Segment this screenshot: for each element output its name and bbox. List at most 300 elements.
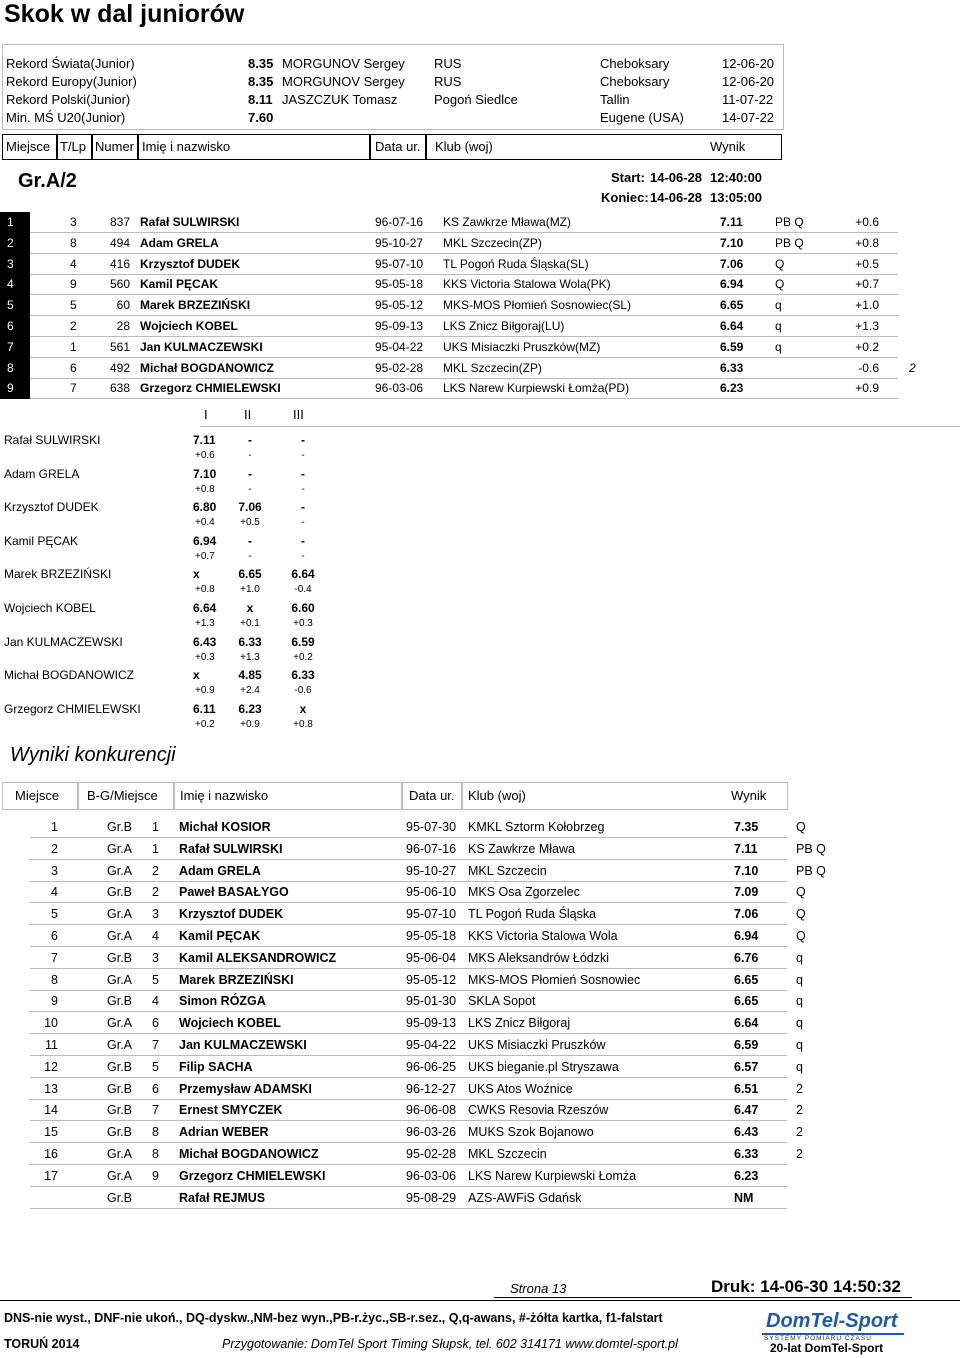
- final-result-row: [0, 1057, 960, 1078]
- attempt-athlete: Adam GRELA: [4, 466, 80, 481]
- row-result: 6.57: [734, 1059, 759, 1074]
- attempt-wind: +0.7: [195, 550, 215, 562]
- attempt-wind: +0.9: [195, 685, 215, 697]
- attempt-value: 6.43: [193, 634, 217, 649]
- record-place: Eugene (USA): [600, 110, 684, 125]
- record-date: 12-06-20: [722, 74, 775, 89]
- row-club: AZS-AWFiS Gdańsk: [468, 1190, 582, 1205]
- row-birth: 95-07-10: [375, 256, 424, 271]
- start-time: 12:40:00: [710, 170, 763, 185]
- row-extra: 2: [909, 360, 916, 375]
- row-birth: 95-06-04: [406, 950, 457, 965]
- row-place: 5: [0, 295, 30, 316]
- attempt-wind: -: [301, 550, 305, 562]
- attempt-wind: +0.5: [240, 517, 260, 529]
- record-value: 8.35: [248, 74, 274, 89]
- print-date: Druk: 14-06-30 14:50:32: [711, 1277, 901, 1296]
- row-birth: 96-03-06: [406, 1168, 457, 1183]
- row-place: 10: [44, 1016, 58, 1031]
- row-wind: +0.5: [855, 256, 879, 271]
- attempt-value: x: [193, 567, 200, 582]
- attempt-wind: -: [301, 483, 305, 495]
- row-place: 9: [51, 994, 58, 1009]
- attempt-wind: +1.3: [240, 651, 260, 663]
- row-name: Wojciech KOBEL: [140, 319, 238, 333]
- attempt-wind: +0.6: [195, 450, 215, 461]
- row-note: Q: [796, 929, 806, 943]
- row-place: 3: [0, 254, 30, 275]
- row-club: CWKS Resovia Rzeszów: [468, 1103, 609, 1118]
- row-place: 16: [44, 1147, 58, 1161]
- group-name: Gr.A/2: [18, 170, 77, 192]
- header2-wynik-label: Wynik: [731, 788, 767, 803]
- row-club: UKS Misiaczki Pruszków(MZ): [443, 339, 601, 354]
- header-miejsce: [2, 134, 57, 160]
- row-name: Michał BOGDANOWICZ: [140, 360, 274, 375]
- row-group: Gr.A: [107, 863, 133, 878]
- row-numer: 561: [109, 339, 130, 354]
- attempt-header: III: [293, 407, 304, 422]
- final-result-row: [0, 1188, 960, 1209]
- row-club: MKL Szczecin: [468, 1147, 547, 1161]
- row-name: Krzysztof DUDEK: [179, 907, 284, 922]
- attempt-value: 6.60: [291, 601, 315, 615]
- header2-data: [402, 782, 462, 810]
- row-name: Jan KULMACZEWSKI: [179, 1038, 307, 1052]
- row-birth: 95-07-30: [406, 820, 457, 834]
- attempt-value: 7.10: [193, 466, 217, 481]
- row-result: 7.35: [734, 820, 759, 834]
- attempt-athlete: Michał BOGDANOWICZ: [4, 668, 135, 683]
- row-birth: 95-08-29: [406, 1190, 457, 1205]
- attempt-value: 6.33: [291, 668, 315, 683]
- footer-rule: [0, 1300, 960, 1301]
- attempt-wind: +0.8: [195, 483, 215, 495]
- attempt-value: -: [301, 466, 305, 481]
- row-note: q: [796, 972, 803, 987]
- final-result-row: [0, 1100, 960, 1121]
- record-label: Rekord Polski(Junior): [6, 92, 131, 107]
- row-group-place: 1: [152, 841, 159, 856]
- row-birth: 95-09-13: [375, 319, 424, 333]
- record-row: [4, 91, 782, 109]
- attempt-wind: +0.8: [195, 584, 215, 596]
- record-value: 7.60: [248, 110, 274, 125]
- attempt-value: -: [248, 466, 252, 481]
- final-result-row: [0, 1166, 960, 1187]
- row-club: MUKS Szok Bojanowo: [468, 1125, 594, 1140]
- row-result: 6.65: [720, 298, 744, 313]
- row-name: Kamil PĘCAK: [179, 929, 261, 943]
- row-place: 1: [0, 212, 30, 233]
- header2-bg-label: B-G/Miejsce: [87, 788, 158, 803]
- attempt-value: 6.11: [193, 701, 216, 716]
- attempt-wind: +0.4: [195, 517, 215, 529]
- row-note: q: [775, 319, 782, 333]
- row-result: 6.64: [720, 319, 744, 333]
- row-place: 3: [51, 863, 58, 878]
- attempt-wind: +0.3: [293, 618, 313, 629]
- attempt-header: II: [244, 407, 252, 422]
- record-date: 14-07-22: [722, 110, 775, 125]
- row-birth: 96-07-16: [406, 841, 457, 856]
- row-place: 15: [44, 1125, 58, 1140]
- row-note: Q: [796, 885, 806, 900]
- attempt-value: 6.80: [193, 500, 217, 515]
- row-group-place: 7: [152, 1038, 159, 1052]
- header2-bg: [78, 782, 174, 810]
- row-club: MKS-MOS Płomień Sosnowiec(SL): [443, 298, 632, 313]
- row-result: 6.64: [734, 1016, 759, 1031]
- row-wind: +0.9: [855, 381, 879, 396]
- row-rule: [30, 398, 898, 399]
- row-name: Marek BRZEZIŃSKI: [140, 298, 251, 313]
- row-note: PB Q: [775, 215, 804, 229]
- row-note: Q: [796, 820, 806, 834]
- attempt-wind: -: [248, 483, 252, 495]
- row-place: 11: [45, 1038, 58, 1052]
- row-place: 17: [44, 1168, 58, 1183]
- row-result: 7.10: [734, 863, 759, 878]
- row-group: Gr.B: [107, 950, 133, 965]
- row-name: Jan KULMACZEWSKI: [140, 339, 263, 354]
- record-label: Rekord Świata(Junior): [6, 56, 135, 71]
- header-wynik-label: Wynik: [710, 139, 746, 154]
- row-name: Michał BOGDANOWICZ: [179, 1147, 319, 1161]
- row-result: 6.76: [734, 950, 759, 965]
- row-name: Filip SACHA: [179, 1059, 253, 1074]
- row-note: 2: [796, 1103, 803, 1118]
- row-birth: 95-05-12: [375, 298, 424, 313]
- attempt-wind: +1.0: [240, 584, 260, 596]
- attempt-athlete: Wojciech KOBEL: [4, 601, 96, 615]
- row-name: Grzegorz CHMIELEWSKI: [140, 381, 281, 396]
- row-group-place: 2: [152, 863, 159, 878]
- prepared-by: Przygotowanie: DomTel Sport Timing Słupsk, tel. 602 314171 www.domtel-sport.pl: [222, 1337, 678, 1351]
- final-result-row: [0, 861, 960, 882]
- row-wind: -0.6: [858, 360, 879, 375]
- header2-klub: [462, 782, 788, 810]
- record-holder: MORGUNOV Sergey: [282, 74, 405, 89]
- row-lp: 2: [70, 319, 77, 333]
- row-place: 2: [0, 233, 30, 254]
- row-group: Gr.A: [107, 929, 133, 943]
- row-note: q: [796, 1016, 803, 1031]
- row-club: MKS Aleksandrów Łódzki: [468, 950, 610, 965]
- footer-top-rule: [494, 1297, 912, 1298]
- attempt-value: 6.59: [291, 634, 315, 649]
- header2-miejsce-label: Miejsce: [15, 788, 60, 803]
- row-wind: +0.8: [855, 235, 879, 250]
- row-note: q: [796, 950, 803, 965]
- final-result-row: [0, 839, 960, 860]
- row-note: q: [796, 994, 803, 1009]
- final-result-row: [0, 1079, 960, 1100]
- row-group-place: 3: [152, 907, 159, 922]
- event-name: TORUŃ 2014: [4, 1337, 80, 1351]
- header-tlp: [57, 134, 92, 160]
- attempt-wind: -: [301, 517, 305, 529]
- attempt-wind: +0.9: [240, 718, 260, 730]
- attempt-value: 4.85: [238, 668, 262, 683]
- final-result-row: [0, 1144, 960, 1165]
- row-place: 8: [0, 358, 30, 379]
- row-place: 7: [0, 337, 30, 358]
- record-club: RUS: [434, 74, 462, 89]
- row-numer: 492: [109, 360, 130, 375]
- row-birth: 95-04-22: [375, 339, 424, 354]
- row-club: MKL Szczecin: [468, 863, 547, 878]
- attempt-wind: -0.4: [294, 584, 312, 596]
- row-wind: +1.3: [855, 319, 879, 333]
- row-place: 6: [51, 929, 58, 943]
- attempt-athlete: Marek BRZEZIŃSKI: [4, 567, 112, 582]
- row-birth: 95-01-30: [406, 994, 457, 1009]
- attempt-value: 7.06: [238, 500, 262, 515]
- record-date: 12-06-20: [722, 56, 775, 71]
- row-wind: +0.2: [855, 339, 879, 354]
- attempt-value: 6.94: [193, 533, 217, 548]
- row-name: Paweł BASAŁYGO: [179, 885, 289, 900]
- row-birth: 96-06-25: [406, 1059, 457, 1074]
- row-group: Gr.B: [107, 1125, 133, 1140]
- row-result: 7.06: [734, 907, 759, 922]
- row-wind: +0.6: [855, 215, 879, 229]
- final-result-row: [0, 904, 960, 925]
- row-group: Gr.B: [107, 885, 133, 900]
- row-result: 7.10: [720, 235, 744, 250]
- row-club: LKS Znicz Biłgoraj(LU): [443, 319, 565, 333]
- logo-subtitle: SYSTEMY POMIARU CZASU: [764, 1335, 872, 1342]
- header-data-label: Data ur.: [375, 139, 421, 154]
- row-name: Ernest SMYCZEK: [179, 1103, 283, 1118]
- attempt-wind: -0.6: [294, 685, 312, 697]
- row-group: Gr.A: [107, 907, 133, 922]
- attempt-value: -: [301, 533, 305, 548]
- row-result: 6.51: [734, 1081, 759, 1096]
- attempt-wind: +0.2: [293, 651, 313, 663]
- record-row: [4, 73, 782, 91]
- row-note: Q: [775, 256, 785, 271]
- attempt-value: 6.64: [291, 567, 315, 582]
- row-group-place: 6: [152, 1081, 159, 1096]
- attempt-value: x: [193, 668, 200, 683]
- row-group-place: 5: [152, 1059, 159, 1074]
- record-place: Tallin: [600, 92, 630, 107]
- header2-imie: [174, 782, 402, 810]
- group-result-row: [0, 212, 960, 232]
- row-club: LKS Znicz Biłgoraj: [468, 1016, 571, 1031]
- attempt-wind: -: [301, 450, 305, 461]
- row-place: 4: [0, 274, 30, 295]
- record-value: 8.35: [248, 56, 274, 71]
- row-place: 5: [51, 907, 58, 922]
- group-result-row: [0, 274, 960, 294]
- row-result: 6.94: [720, 277, 744, 292]
- row-note: 2: [796, 1081, 803, 1096]
- attempt-value: -: [301, 500, 305, 515]
- record-club: Pogoń Siedlce: [434, 92, 518, 107]
- row-result: 6.33: [734, 1147, 759, 1161]
- row-numer: 837: [109, 215, 130, 229]
- row-birth: 95-05-18: [375, 277, 424, 292]
- row-numer: 494: [109, 235, 130, 250]
- attempt-athlete: Grzegorz CHMIELEWSKI: [4, 701, 141, 716]
- row-wind: +1.0: [855, 298, 879, 313]
- row-group: Gr.A: [107, 841, 133, 856]
- row-group-place: 5: [152, 972, 159, 987]
- page-number: Strona 13: [510, 1281, 567, 1296]
- row-group: Gr.A: [107, 1168, 133, 1183]
- header-data: [370, 134, 426, 160]
- row-name: Adam GRELA: [179, 863, 261, 878]
- row-place: 7: [51, 950, 58, 965]
- attempt-value: -: [248, 533, 252, 548]
- row-group: Gr.B: [107, 1103, 133, 1118]
- row-club: UKS bieganie.pl Stryszawa: [468, 1059, 619, 1074]
- row-lp: 4: [70, 256, 77, 271]
- end-label: Koniec:: [601, 190, 649, 205]
- final-result-row: [0, 926, 960, 947]
- row-birth: 96-12-27: [406, 1081, 457, 1096]
- row-result: 6.59: [734, 1038, 759, 1052]
- row-wind: +0.7: [855, 277, 879, 292]
- row-group: Gr.A: [107, 972, 133, 987]
- group-result-row: [0, 337, 960, 357]
- row-group-place: 8: [152, 1147, 159, 1161]
- header-tlp-label: T/Lp: [60, 139, 87, 154]
- header-numer-label: Numer: [95, 139, 135, 154]
- attempt-header: I: [204, 407, 208, 422]
- attempt-wind: +0.8: [293, 718, 313, 730]
- row-place: 2: [51, 841, 58, 856]
- row-birth: 95-09-13: [406, 1016, 457, 1031]
- row-birth: 96-06-08: [406, 1103, 457, 1118]
- row-numer: 560: [109, 277, 130, 292]
- row-note: 2: [796, 1125, 803, 1140]
- row-place: 14: [44, 1103, 58, 1118]
- row-numer: 638: [109, 381, 130, 396]
- group-result-row: [0, 295, 960, 315]
- row-lp: 5: [70, 298, 77, 313]
- row-birth: 95-02-28: [406, 1147, 457, 1161]
- start-date: 14-06-28: [650, 170, 703, 185]
- row-name: Rafał REJMUS: [179, 1190, 266, 1205]
- record-place: Cheboksary: [600, 56, 670, 71]
- row-name: Kamil PĘCAK: [140, 277, 219, 292]
- record-holder: MORGUNOV Sergey: [282, 56, 405, 71]
- attempt-value: 6.64: [193, 601, 217, 615]
- row-name: Marek BRZEZIŃSKI: [179, 972, 294, 987]
- row-group: Gr.B: [107, 820, 133, 834]
- row-birth: 95-02-28: [375, 360, 424, 375]
- section-title: Wyniki konkurencji: [10, 744, 176, 766]
- row-place: 8: [51, 972, 58, 987]
- header-imie-label: Imię i nazwisko: [142, 139, 231, 154]
- row-place: 12: [44, 1059, 58, 1074]
- row-club: KS Zawkrze Mława: [468, 841, 575, 856]
- row-group-place: 3: [152, 950, 159, 965]
- end-time: 13:05:00: [710, 190, 763, 205]
- final-result-row: [0, 817, 960, 838]
- domtel-logo: [762, 1310, 912, 1356]
- row-group-place: 4: [152, 929, 159, 943]
- row-rule: [30, 1208, 787, 1209]
- row-birth: 96-07-16: [375, 215, 424, 229]
- attempt-wind: +0.1: [240, 618, 260, 629]
- attempt-value: x: [299, 701, 307, 716]
- row-place: 1: [51, 820, 58, 834]
- group-result-row: [0, 233, 960, 253]
- record-date: 11-07-22: [722, 92, 774, 107]
- row-numer: 416: [109, 256, 130, 271]
- row-birth: 95-05-18: [406, 929, 457, 943]
- row-club: LKS Narew Kurpiewski Łomża(PD): [443, 381, 630, 396]
- row-numer: 28: [116, 319, 130, 333]
- row-club: KKS Victoria Stalowa Wola(PK): [443, 277, 611, 292]
- row-result: NM: [734, 1190, 754, 1205]
- header2-data-label: Data ur.: [409, 788, 455, 803]
- row-numer: 60: [116, 298, 130, 313]
- attempt-value: 7.11: [193, 433, 216, 447]
- attempt-value: 6.65: [238, 567, 262, 582]
- final-result-row: [0, 1122, 960, 1143]
- row-result: 6.65: [734, 994, 759, 1009]
- row-result: 7.11: [734, 841, 758, 856]
- row-group: Gr.A: [107, 1147, 133, 1161]
- row-club: SKLA Sopot: [468, 994, 536, 1009]
- header2-klub-label: Klub (woj): [468, 788, 526, 803]
- group-result-row: [0, 378, 960, 398]
- row-group-place: 4: [152, 994, 159, 1009]
- header2-imie-label: Imię i nazwisko: [180, 788, 269, 803]
- record-row: [4, 109, 782, 127]
- header2-miejsce: [2, 782, 78, 810]
- page-title: Skok w dal juniorów: [4, 0, 245, 28]
- row-club: MKS Osa Zgorzelec: [468, 885, 580, 900]
- row-club: MKL Szczecin(ZP): [443, 235, 542, 250]
- row-group: Gr.A: [107, 1016, 133, 1031]
- final-result-row: [0, 1013, 960, 1034]
- row-group-place: 9: [152, 1168, 159, 1183]
- row-birth: 96-03-06: [375, 381, 424, 396]
- attempt-wind: -: [248, 450, 252, 461]
- row-club: MKL Szczecin(ZP): [443, 360, 542, 375]
- record-label: Min. MŚ U20(Junior): [6, 110, 126, 125]
- row-place: 4: [51, 885, 58, 900]
- row-birth: 95-07-10: [406, 907, 457, 922]
- row-club: TL Pogoń Ruda Śląska: [468, 907, 597, 922]
- row-name: Rafał SULWIRSKI: [140, 215, 240, 229]
- row-lp: 3: [70, 215, 77, 229]
- row-note: PB Q: [796, 841, 826, 856]
- row-group: Gr.B: [107, 1059, 133, 1074]
- row-group: Gr.B: [107, 1190, 133, 1205]
- row-lp: 1: [70, 339, 77, 354]
- row-group: Gr.A: [107, 1038, 133, 1052]
- record-label: Rekord Europy(Junior): [6, 74, 137, 89]
- row-lp: 7: [70, 381, 77, 396]
- attempts-divider: [200, 426, 960, 427]
- row-club: KKS Victoria Stalowa Wola: [468, 929, 618, 943]
- record-club: RUS: [434, 56, 462, 71]
- logo-text: DomTel-Sport: [766, 1310, 898, 1332]
- attempt-wind: +1.3: [195, 618, 215, 629]
- row-club: UKS Atos Woźnice: [468, 1081, 573, 1096]
- row-group-place: 8: [152, 1125, 159, 1140]
- row-lp: 9: [70, 277, 77, 292]
- row-club: KS Zawkrze Mława(MZ): [443, 215, 572, 229]
